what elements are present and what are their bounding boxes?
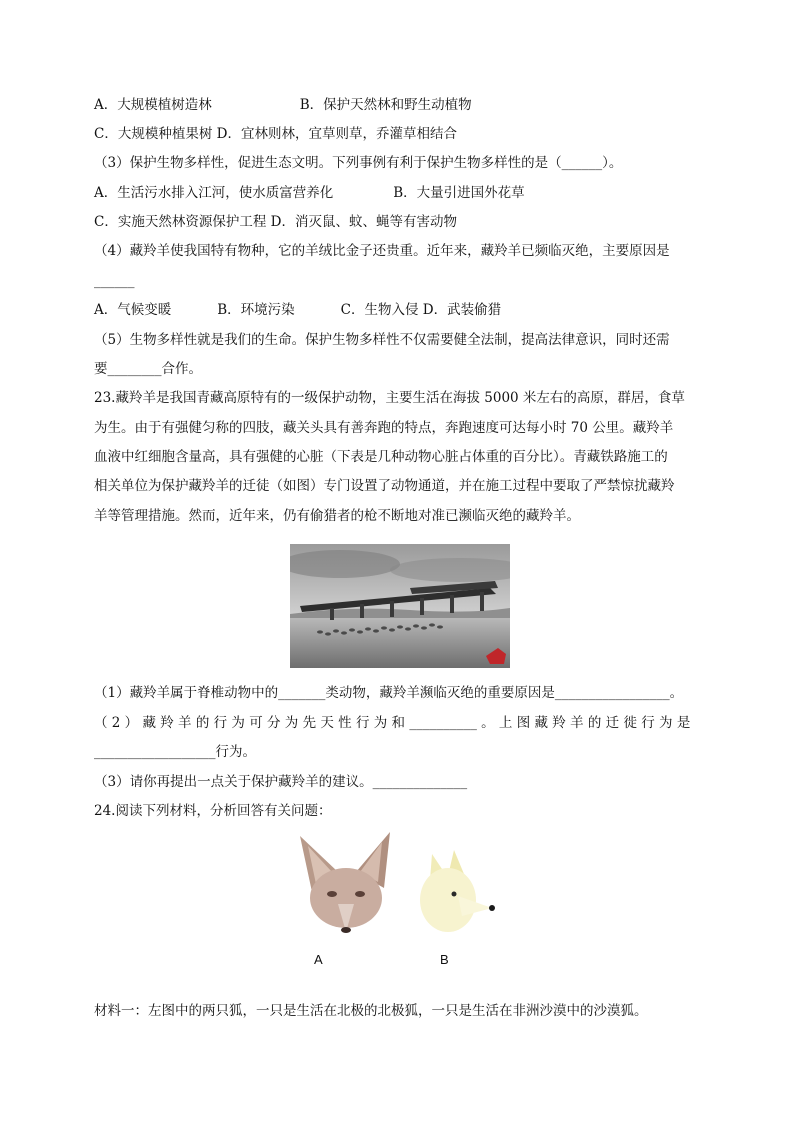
question-3: （3）保护生物多样性，促进生态文明。下列事例有利于保护生物多样性的是（______）。 xyxy=(94,155,623,171)
railway-antelope-photo xyxy=(290,544,510,668)
option-c-d: C．实施天然林资源保护工程 D．消灭鼠、蚊、蝇等有害动物 xyxy=(94,214,457,230)
option-a-b: A．生活污水排入江河，使水质富营养化 B．大量引进国外花草 xyxy=(94,185,525,201)
question-4: （4）藏羚羊使我国特有物种，它的羊绒比金子还贵重。近年来，藏羚羊已频临灭绝，主要原因是 xyxy=(94,243,670,259)
question-23-3: （3）请你再提出一点关于保护藏羚羊的建议。______________ xyxy=(94,774,468,790)
fox-a-label: A xyxy=(314,952,323,967)
question-23-2: （ 2 ） 藏 羚 羊 的 行 为 可 分 为 先 天 性 行 为 和 __________ 。 上 图 藏 羚 羊 的 迁 徙 行 为 是 xyxy=(94,715,691,731)
fox-b-label: B xyxy=(440,952,449,967)
fox-b-image xyxy=(418,850,498,936)
question-5: （5）生物多样性就是我们的生命。保护生物多样性不仅需要健全法制，提高法律意识，同时还需 xyxy=(94,332,670,348)
material-1: 材料一：左图中的两只狐，一只是生活在北极的北极狐，一只是生活在非洲沙漠中的沙漠狐。 xyxy=(94,1003,648,1019)
option-a-b: A．大规模植树造林 B．保护天然林和野生动植物 xyxy=(94,97,472,113)
question-5-cont: 要________合作。 xyxy=(94,361,202,377)
answer-blank: ______ xyxy=(94,273,135,289)
question-23-1: （1）藏羚羊属于脊椎动物中的_______类动物，藏羚羊濒临灭绝的重要原因是_________________。 xyxy=(94,685,684,701)
question-23-text: 血液中红细胞含量高，具有强健的心脏（下表是几种动物心脏占体重的百分比）。青藏铁路施工的 xyxy=(94,449,668,465)
fox-a-image xyxy=(298,832,392,936)
options-row: A．气候变暖 B．环境污染 C．生物入侵 D．武装偷猎 xyxy=(94,302,502,318)
question-23-text: 相关单位为保护藏羚羊的迁徒（如图）专门设置了动物通道，并在施工过程中要取了严禁惊扰藏羚 xyxy=(94,478,675,494)
option-c-d: C．大规模种植果树 D．宜林则林，宜草则草，乔灌草相结合 xyxy=(94,126,457,142)
question-24: 24.阅读下列材料，分析回答有关问题： xyxy=(94,803,332,819)
question-23-text: 为生。由于有强健匀称的四肢，藏关头具有善奔跑的特点，奔跑速度可达每小时 70 公里。藏羚羊 xyxy=(94,420,674,436)
question-23-2-cont: __________________行为。 xyxy=(94,744,256,760)
question-23-text: 羊等管理措施。然而，近年来，仍有偷猎者的枪不断地对准已濒临灭绝的藏羚羊。 xyxy=(94,508,580,524)
question-23: 23.藏羚羊是我国青藏高原特有的一级保护动物，主要生活在海拔 5000 米左右的高原，群居，食草 xyxy=(94,390,685,406)
